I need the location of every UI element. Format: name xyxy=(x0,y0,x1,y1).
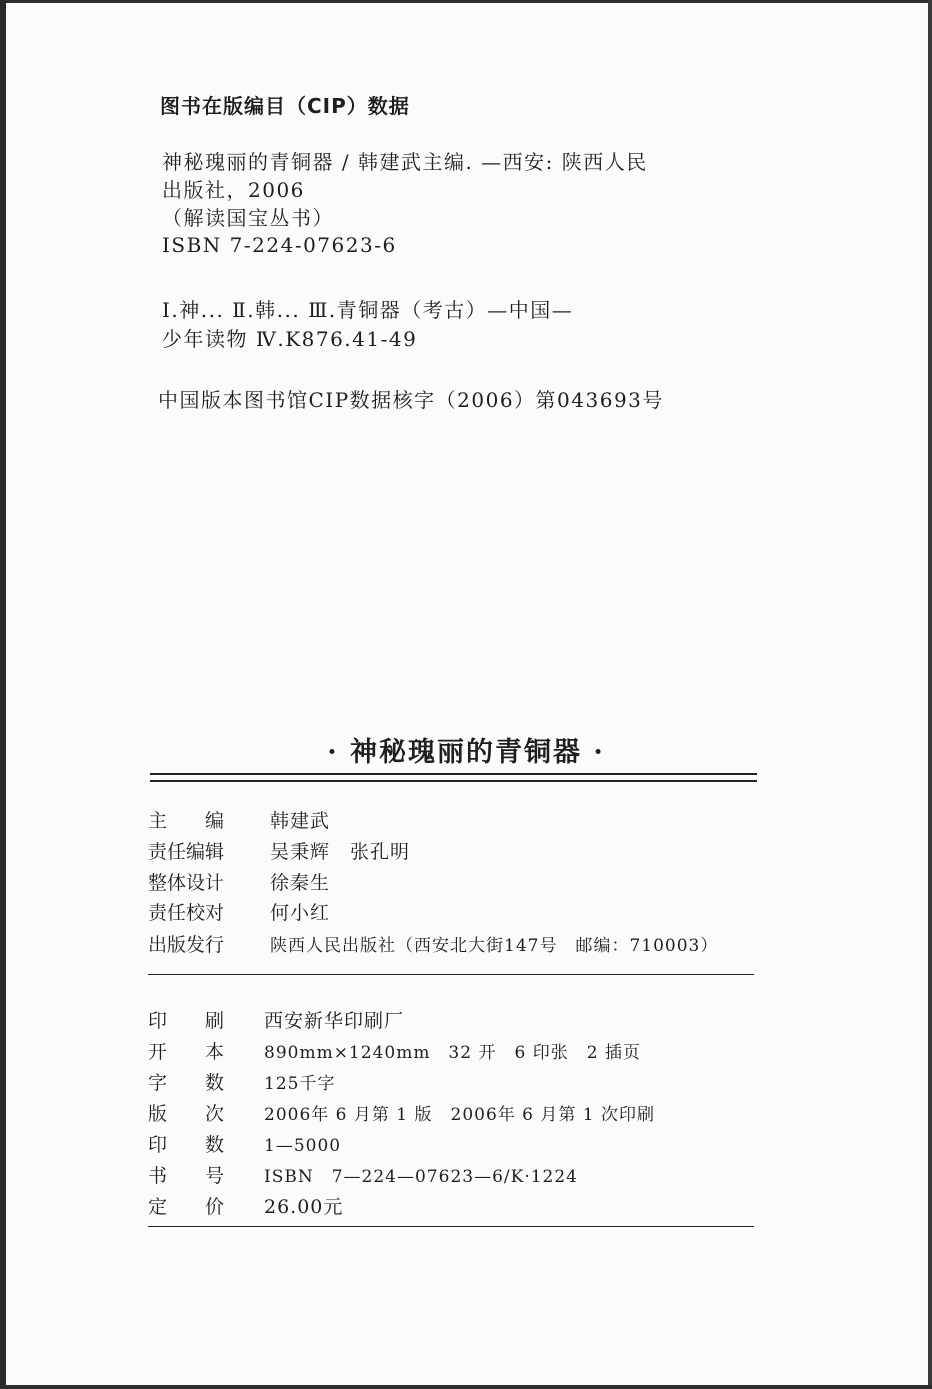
title-rule-top xyxy=(150,773,757,775)
scan-edge-right xyxy=(928,0,932,1389)
production-row xyxy=(148,1037,641,1064)
credit-label: 责任校对 xyxy=(148,902,225,924)
credit-label: 责任编辑 xyxy=(148,841,225,863)
credit-row xyxy=(148,837,410,864)
production-value: 26.00元 xyxy=(264,1196,344,1218)
production-label: 印 数 xyxy=(148,1134,225,1156)
cip-record-number: 中国版本图书馆CIP数据核字（2006）第043693号 xyxy=(158,388,664,412)
scan-edge-top xyxy=(0,0,932,3)
production-label: 开 本 xyxy=(148,1041,225,1063)
production-value: 125千字 xyxy=(264,1074,336,1094)
production-label: 书 号 xyxy=(148,1165,225,1187)
cip-isbn-line: ISBN 7-224-07623-6 xyxy=(162,233,397,257)
production-row xyxy=(148,1068,335,1095)
section-rule-2 xyxy=(148,1226,754,1227)
cip-heading: 图书在版编目（CIP）数据 xyxy=(160,94,410,118)
credit-value: 吴秉辉 张孔明 xyxy=(270,841,411,863)
production-label: 版 次 xyxy=(148,1103,225,1125)
book-title: · 神秘瑰丽的青铜器 · xyxy=(327,737,605,768)
credit-value: 何小红 xyxy=(270,902,331,924)
production-value: 1—5000 xyxy=(264,1136,342,1156)
production-label: 印 刷 xyxy=(148,1010,225,1032)
credit-value: 韩建武 xyxy=(270,810,331,832)
section-rule-1 xyxy=(148,974,754,975)
production-row xyxy=(148,1192,343,1219)
production-value: ISBN 7—224—07623—6/K·1224 xyxy=(264,1167,578,1187)
cip-title-line: 神秘瑰丽的青铜器 / 韩建武主编. —西安: 陕西人民 xyxy=(162,150,648,174)
credit-row xyxy=(148,898,330,925)
production-value: 西安新华印刷厂 xyxy=(264,1010,405,1032)
production-label: 字 数 xyxy=(148,1072,225,1094)
credit-row xyxy=(148,868,330,895)
scan-edge-bottom xyxy=(0,1385,932,1389)
production-row xyxy=(148,1130,341,1157)
cip-classification-line: Ⅰ.神... Ⅱ.韩... Ⅲ.青铜器（考古）—中国— xyxy=(162,298,574,322)
title-rule-bottom xyxy=(150,780,757,782)
scan-edge-left xyxy=(0,0,6,1389)
credit-label: 整体设计 xyxy=(148,872,225,894)
credit-row xyxy=(148,806,330,833)
production-value: 2006年 6 月第 1 版 2006年 6 月第 1 次印刷 xyxy=(264,1105,656,1125)
credit-row xyxy=(148,930,718,957)
cip-publisher-line: 出版社，2006 xyxy=(162,178,305,202)
credit-value: 徐秦生 xyxy=(270,872,331,894)
production-row xyxy=(148,1006,404,1033)
credit-label: 出版发行 xyxy=(148,934,225,956)
credit-label: 主 编 xyxy=(148,810,225,832)
production-label: 定 价 xyxy=(148,1196,225,1218)
production-value: 890mm×1240mm 32 开 6 印张 2 插页 xyxy=(264,1043,641,1063)
production-row xyxy=(148,1161,578,1188)
cip-series-line: （解读国宝丛书） xyxy=(162,206,334,230)
production-row xyxy=(148,1099,655,1126)
credit-value: 陕西人民出版社（西安北大街147号 邮编：710003） xyxy=(270,936,719,956)
cip-classification-line-2: 少年读物 Ⅳ.K876.41-49 xyxy=(162,327,418,351)
